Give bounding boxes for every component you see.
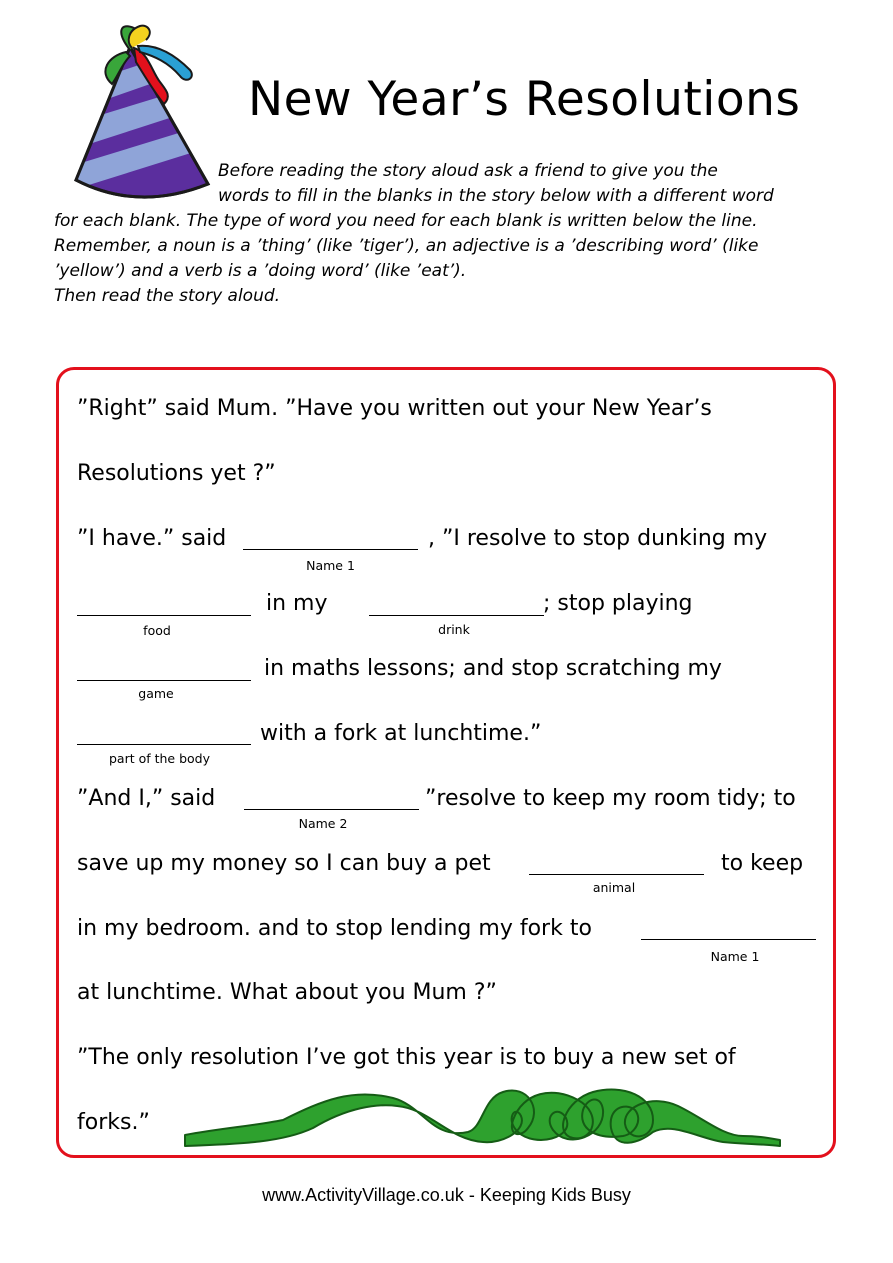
story-line-12: forks.” [77,1110,150,1135]
story-line-7b: ”resolve to keep my room tidy; to [425,786,796,811]
story-line-4a: in my [266,591,328,616]
instructions-line-3: for each blank. The type of word you need for each blank is written below the line. [54,211,758,231]
footer-website: www.ActivityVillage.co.uk - Keeping Kids Busy [262,1185,631,1205]
story-line-11: ”The only resolution I’ve got this year is to buy a new set of [77,1045,736,1070]
instructions-line-6: Then read the story aloud. [54,286,281,306]
party-hat-illustration [68,22,213,202]
story-line-4b: ; stop playing [543,591,693,616]
instructions-line-5: ’yellow’) and a verb is a ’doing word’ (like ’eat’). [54,261,467,281]
story-line-6a: with a fork at lunchtime.” [260,721,542,746]
instructions-line-4: Remember, a noun is a ’thing’ (like ’tiger’), an adjective is a ’describing word’ (like [54,236,759,256]
blank-label-drink: drink [438,622,470,637]
blank-name-1-repeat[interactable] [641,939,816,940]
page-title: New Year’s Resolutions [248,72,801,127]
blank-drink[interactable] [369,615,544,616]
instructions-line-1: Before reading the story aloud ask a friend to give you the [218,161,718,181]
ribbon-decoration [183,1080,783,1160]
instructions-line-2: words to fill in the blanks in the story below with a different word [218,186,774,206]
blank-name-1[interactable] [243,549,418,550]
blank-label-name-2: Name 2 [298,816,348,831]
story-line-3b: , ”I resolve to stop dunking my [428,526,768,551]
blank-label-part-of-body: part of the body [108,751,211,766]
blank-game[interactable] [77,680,251,681]
story-line-1: ”Right” said Mum. ”Have you written out your New Year’s [77,396,712,421]
blank-label-name-1: Name 1 [306,558,355,573]
blank-name-2[interactable] [244,809,419,810]
story-line-10: at lunchtime. What about you Mum ?” [77,980,497,1005]
blank-label-animal: animal [592,880,636,895]
blank-label-food: food [143,623,171,638]
story-line-5a: in maths lessons; and stop scratching my [264,656,722,681]
blank-label-name-1-repeat: Name 1 [710,949,760,964]
story-line-8a: save up my money so I can buy a pet [77,851,491,876]
blank-part-of-body[interactable] [77,744,251,745]
blank-food[interactable] [77,615,251,616]
story-line-9a: in my bedroom. and to stop lending my fork to [77,916,592,941]
story-line-8b: to keep [721,851,804,876]
story-line-7a: ”And I,” said [77,786,216,811]
blank-label-game: game [138,686,174,701]
blank-animal[interactable] [529,874,704,875]
story-line-2: Resolutions yet ?” [77,461,276,486]
story-line-3a: ”I have.” said [77,526,227,551]
